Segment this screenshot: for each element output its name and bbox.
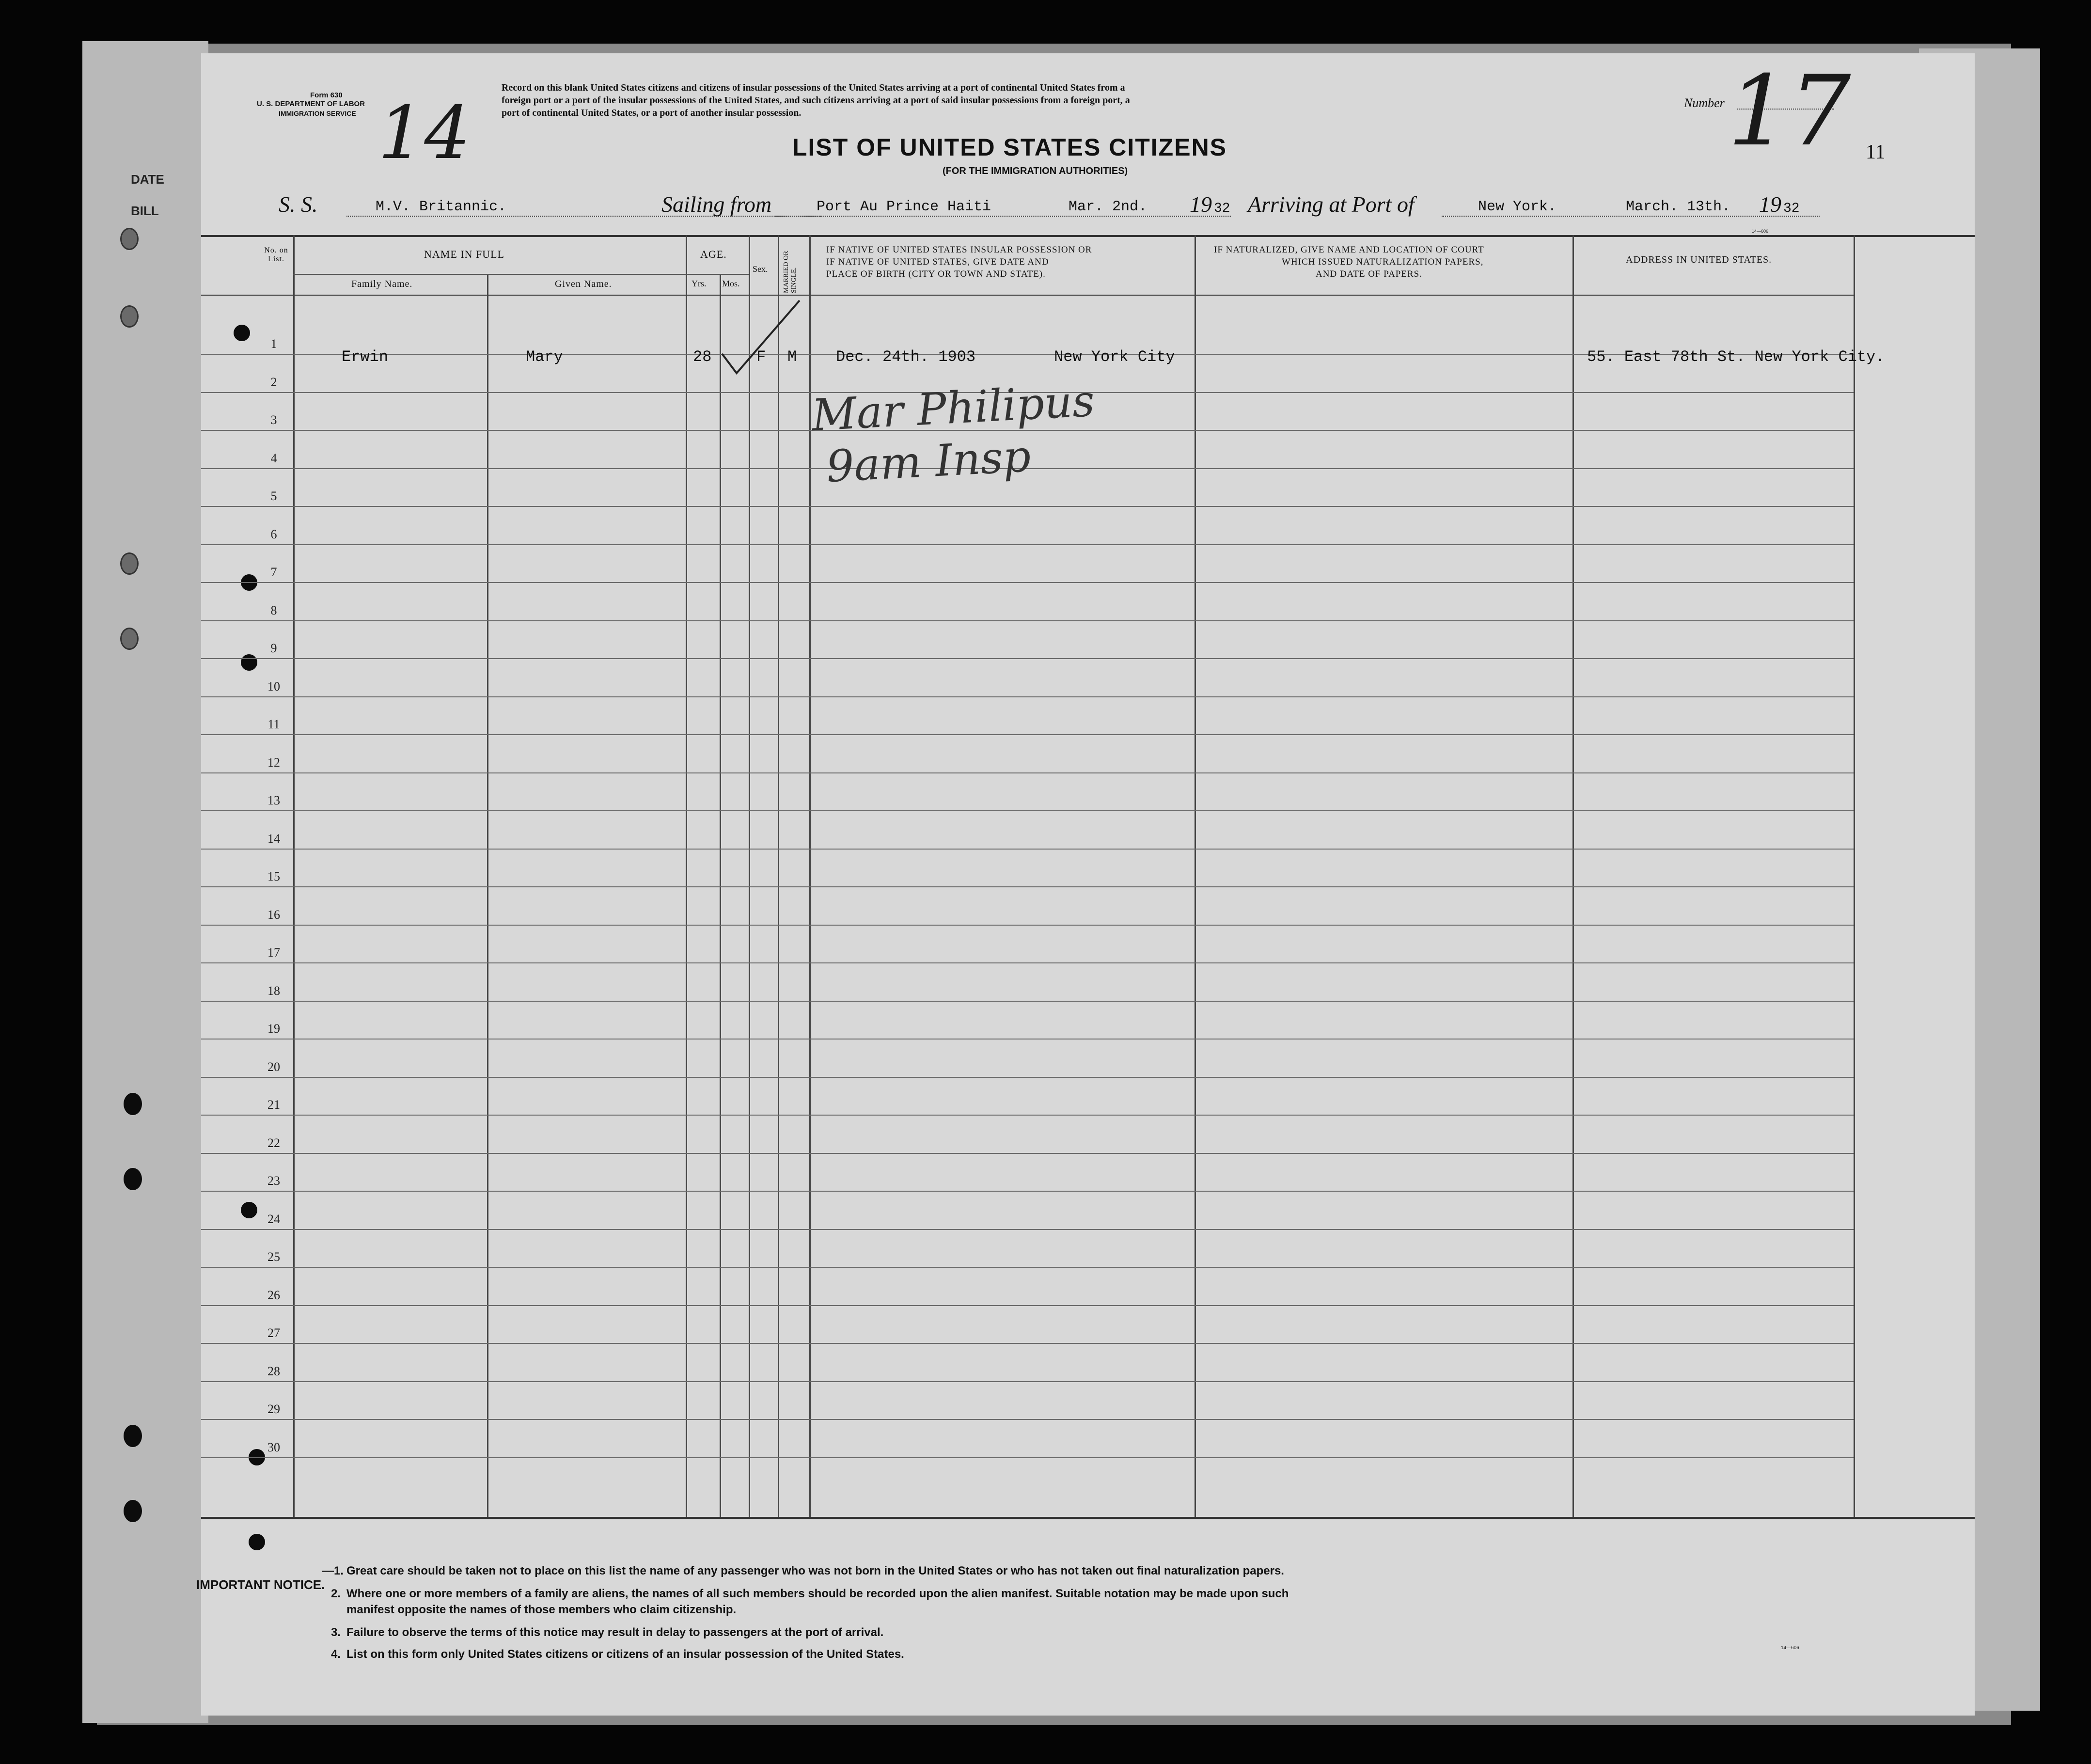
col-line-given (686, 235, 687, 1517)
punch-hole (241, 654, 257, 671)
row-number: 11 (267, 717, 280, 731)
header-no-on-list: No. on List. (264, 246, 288, 263)
table-row (201, 506, 1854, 507)
row-number: 6 (270, 527, 277, 541)
check-mark (717, 296, 804, 378)
header-naturalized-line3: AND DATE OF PAPERS. (1316, 269, 1422, 279)
entry-birth-date: Dec. 24th. 1903 (836, 348, 976, 366)
row-number: 29 (267, 1402, 280, 1416)
record-text-line2: foreign port or a port of the insular possessions of the United States, and such citizens arriving at a port of said insular possessions from a foreign port, a (502, 95, 1130, 106)
row-number: 12 (267, 755, 280, 770)
handwritten-page-number: 14 (378, 91, 471, 175)
header-sex: Sex. (753, 264, 768, 274)
page-subtitle: (FOR THE IMMIGRATION AUTHORITIES) (943, 166, 1128, 176)
handwritten-number: 17 (1728, 55, 1851, 168)
printer-mark-bottom: 14—606 (1781, 1645, 1799, 1651)
col-line-naturalized (1572, 235, 1574, 1517)
left-sheet-label-bill: BILL (131, 204, 159, 218)
row-number: 27 (267, 1326, 280, 1340)
header-native-line3: PLACE OF BIRTH (CITY OR TOWN AND STATE). (826, 269, 1046, 279)
header-native-line2: IF NATIVE OF UNITED STATES, GIVE DATE AND (826, 257, 1049, 267)
binder-hole (124, 1093, 142, 1115)
col-line-address (1854, 235, 1855, 1517)
table-row (201, 886, 1854, 887)
binder-hole (120, 305, 139, 328)
row-number: 4 (270, 451, 277, 465)
binder-hole (120, 228, 139, 250)
corner-number: 11 (1866, 141, 1886, 163)
row-number: 2 (270, 375, 277, 389)
entry-address: 55. East 78th St. New York City. (1587, 348, 1885, 366)
table-row (201, 772, 1854, 773)
left-binder-sheet (82, 41, 208, 1723)
sail-year: 32 (1214, 201, 1230, 216)
table-row (201, 1267, 1854, 1268)
service-name: IMMIGRATION SERVICE (279, 110, 356, 117)
notice-heading: IMPORTANT NOTICE. (196, 1577, 325, 1592)
entry-sex: F (756, 348, 766, 366)
notice-item3: Failure to observe the terms of this notice may result in delay to passengers at the port of arrival. (346, 1626, 884, 1639)
number-label: Number (1684, 96, 1725, 110)
table-row (201, 962, 1854, 963)
record-text-line3: port of continental United States, or a port of another insular possession. (502, 108, 802, 118)
col-line-married (809, 235, 811, 1517)
row-number: 13 (267, 793, 280, 807)
table-row (201, 1305, 1854, 1306)
arrival-date: March. 13th. (1626, 199, 1731, 215)
row-number: 23 (267, 1174, 280, 1188)
record-text-line1: Record on this blank United States citizens and citizens of insular possessions of the United States arriving at a port of continental United States from a (502, 82, 1125, 93)
table-row (201, 1077, 1854, 1078)
table-row (201, 925, 1854, 926)
printer-mark-top: 14—606 (1752, 229, 1769, 234)
header-yrs: Yrs. (692, 279, 707, 288)
table-top-border (201, 235, 1975, 237)
table-row (201, 1001, 1854, 1002)
table-row (201, 544, 1854, 545)
header-native-line1: IF NATIVE OF UNITED STATES INSULAR POSSESSION OR (826, 245, 1092, 255)
row-number: 16 (267, 907, 280, 922)
table-row (201, 1457, 1854, 1458)
col-line-mos (749, 235, 750, 1517)
row-number: 1 (270, 337, 277, 351)
header-address: ADDRESS IN UNITED STATES. (1626, 254, 1772, 265)
header-bottom-border (201, 295, 1854, 296)
table-row (201, 810, 1854, 811)
punch-hole (234, 325, 250, 341)
sail-year-prefix: 19 (1190, 192, 1212, 217)
row-number: 15 (267, 869, 280, 883)
row-number: 3 (270, 413, 277, 427)
notice-item2a: Where one or more members of a family are aliens, the names of all such members should be recorded upon the alien manifest. Suitable notation may be made upon such (346, 1587, 1289, 1600)
notice-item2-number: 2. (331, 1587, 341, 1600)
notice-item1: Great care should be taken not to place on this list the name of any passenger who was not born in the United States or who has not taken out final naturalization papers. (346, 1564, 1284, 1577)
notice-item1-number: —1. (322, 1564, 344, 1577)
row-number: 18 (267, 983, 280, 998)
row-number: 8 (270, 603, 277, 617)
row-number: 9 (270, 641, 277, 655)
form-number: Form 630 (310, 91, 343, 99)
col-line-yrs (720, 274, 721, 1517)
row-number: 30 (267, 1440, 280, 1454)
table-row (201, 1039, 1854, 1040)
col-line-family (487, 274, 488, 1517)
entry-age-years: 28 (693, 348, 712, 366)
header-age: AGE. (700, 248, 727, 260)
handwritten-note-line2: 9am Insp (825, 431, 1032, 492)
binder-hole (120, 628, 139, 650)
col-line-sex (778, 235, 779, 1517)
punch-hole (249, 1534, 265, 1550)
col-line-native (1195, 235, 1196, 1517)
header-family-name: Family Name. (351, 279, 413, 289)
sailing-date: Mar. 2nd. (1069, 199, 1148, 215)
header-married-single: MARRIED OR SINGLE. (783, 251, 798, 293)
table-row (201, 658, 1854, 659)
table-bottom-border (201, 1517, 1975, 1519)
entry-birth-place: New York City (1054, 348, 1175, 366)
department-name: U. S. DEPARTMENT OF LABOR (257, 100, 365, 108)
page-title: LIST OF UNITED STATES CITIZENS (792, 134, 1227, 161)
table-row (201, 1229, 1854, 1230)
row-number: 24 (267, 1212, 280, 1226)
notice-item4-number: 4. (331, 1648, 341, 1661)
table-row (201, 849, 1854, 850)
table-row (201, 1343, 1854, 1344)
arrival-year-prefix: 19 (1759, 192, 1781, 217)
table-row (201, 620, 1854, 621)
handwritten-note-line1: Mar Philipus (810, 375, 1096, 441)
binder-hole (124, 1425, 142, 1447)
binder-hole (120, 552, 139, 575)
arrival-year: 32 (1783, 201, 1800, 216)
row-number: 10 (267, 679, 280, 693)
table-row (201, 734, 1854, 735)
header-given-name: Given Name. (555, 279, 612, 289)
notice-item2b: manifest opposite the names of those members who claim citizenship. (346, 1603, 737, 1616)
notice-item3-number: 3. (331, 1626, 341, 1639)
notice-item4: List on this form only United States citizens or citizens of an insular possession of the United States. (346, 1648, 904, 1661)
table-row (201, 1115, 1854, 1116)
row-number: 14 (267, 831, 280, 846)
arriving-label: Arriving at Port of (1248, 192, 1415, 217)
binder-hole (124, 1500, 142, 1522)
table-row (201, 1419, 1854, 1420)
row-number: 7 (270, 565, 277, 579)
entry-marital: M (787, 348, 797, 366)
sailing-from-underline (775, 216, 1231, 217)
table-row (201, 1191, 1854, 1192)
ship-name: M.V. Britannic. (376, 199, 507, 215)
row-number: 5 (270, 489, 277, 503)
row-number: 20 (267, 1059, 280, 1074)
binder-hole (124, 1168, 142, 1190)
header-naturalized-line2: WHICH ISSUED NATURALIZATION PAPERS, (1282, 257, 1484, 267)
header-naturalized-line1: IF NATURALIZED, GIVE NAME AND LOCATION OF COURT (1214, 245, 1484, 255)
row-number: 25 (267, 1250, 280, 1264)
row-number: 21 (267, 1098, 280, 1112)
left-sheet-label-date: DATE (131, 172, 164, 187)
table-row (201, 696, 1854, 697)
row-number: 22 (267, 1135, 280, 1150)
header-sub-line (293, 274, 749, 275)
ss-label: S. S. (279, 192, 318, 217)
row-number: 19 (267, 1022, 280, 1036)
table-row (201, 1381, 1854, 1382)
entry-family-name: Erwin (342, 348, 389, 366)
manifest-page (196, 53, 1975, 1716)
arrival-port: New York. (1478, 199, 1557, 215)
row-number: 26 (267, 1288, 280, 1302)
table-row (201, 1153, 1854, 1154)
header-name-in-full: NAME IN FULL (424, 248, 504, 260)
header-mos: Mos. (722, 279, 740, 288)
sailing-from-port: Port Au Prince Haiti (817, 199, 991, 215)
sailing-from-label: Sailing from (661, 192, 772, 217)
table-row (201, 582, 1854, 583)
col-line-no (293, 235, 295, 1517)
entry-given-name: Mary (526, 348, 563, 366)
row-number: 17 (267, 945, 280, 960)
row-number: 28 (267, 1364, 280, 1378)
